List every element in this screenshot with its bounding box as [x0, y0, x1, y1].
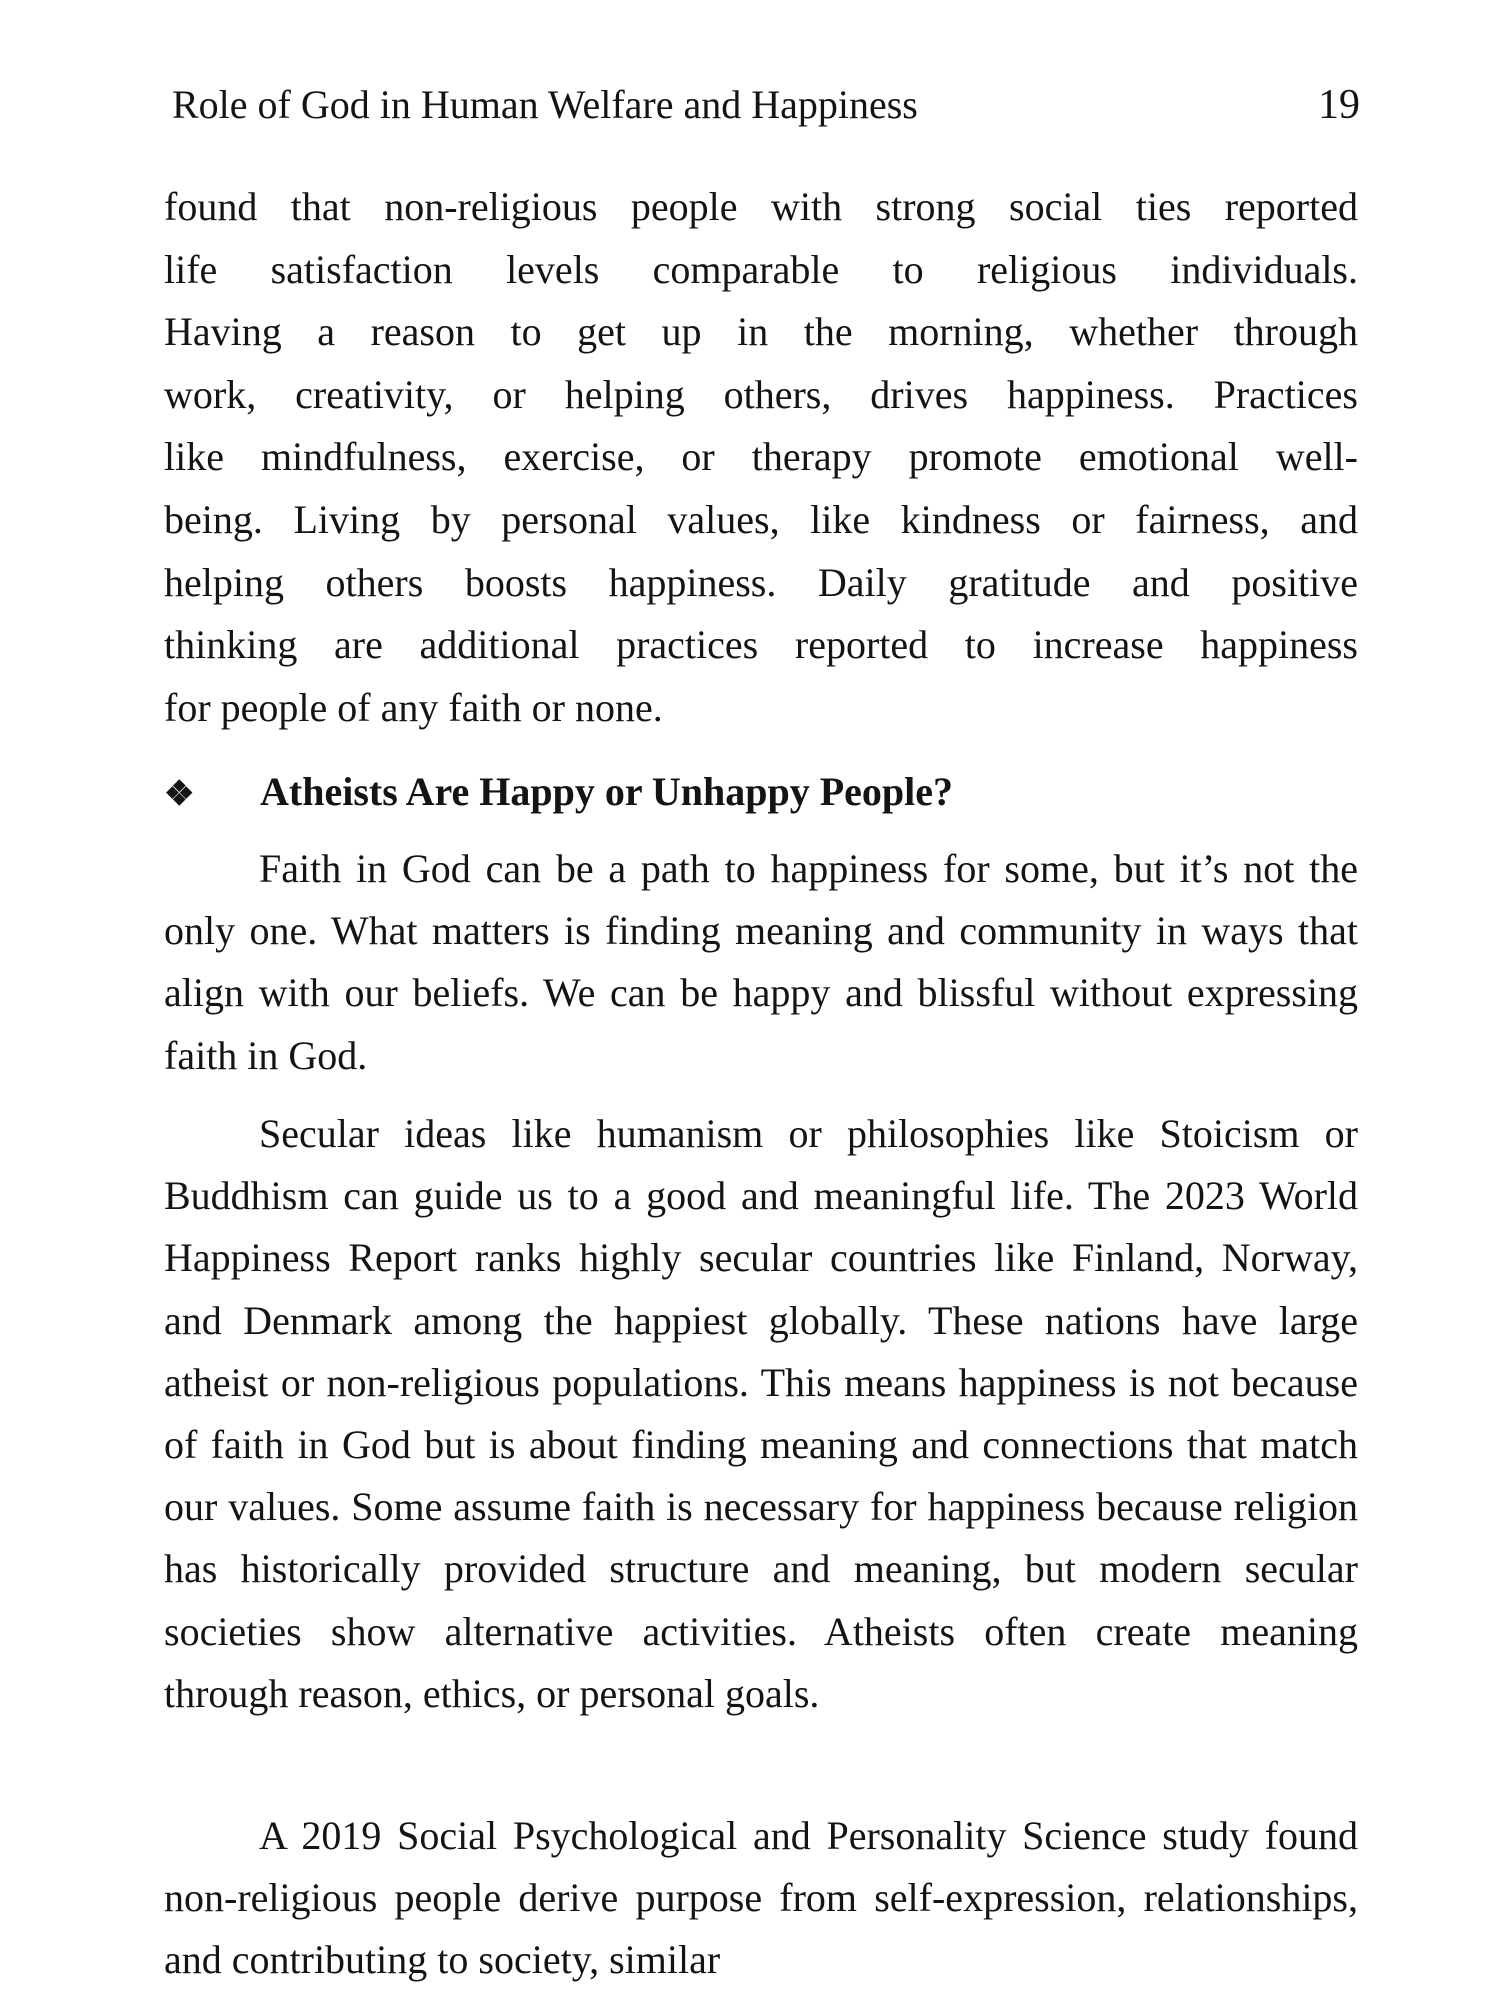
- paragraph-text: Faith in God can be a path to happiness for some, but it’s not the only one. What matters is finding meaning and community in ways that align with our beliefs. We can be happy and blissful without expressing faith in God.: [164, 846, 1358, 1078]
- text-line: for people of any faith or none.: [164, 684, 663, 730]
- text-line: being. Living by personal values, like kindness or fairness, and: [164, 496, 1358, 542]
- text-line: work, creativity, or helping others, drives happiness. Practices: [164, 371, 1358, 417]
- paragraph-text: Secular ideas like humanism or philosophies like Stoicism or Buddhism can guide us to a good and meaningful life. The 2023 World Happiness Report ranks highly secular countries like Finland, Norway, and Denmark among the happiest globally. These nations have large atheist or non-religious populations. This means happiness is not because of faith in God but is about finding meaning and connections that match our values. Some assume faith is necessary for happiness because religion has historically provided structure and meaning, but modern secular societies show alternative activities. Atheists often create meaning through reason, ethics, or personal goals.: [164, 1111, 1358, 1716]
- section-heading: [164, 762, 953, 822]
- intro-paragraph: [164, 176, 1358, 739]
- text-line: helping others boosts happiness. Daily gratitude and positive: [164, 559, 1358, 605]
- paragraph-study: [164, 1805, 1358, 1992]
- text-line: like mindfulness, exercise, or therapy promote emotional well-: [164, 434, 1358, 480]
- text-line: Having a reason to get up in the morning, whether through: [164, 309, 1358, 355]
- text-line: thinking are additional practices reported to increase happiness: [164, 622, 1358, 668]
- running-header: [172, 80, 1360, 130]
- page-number: 19: [1318, 82, 1360, 128]
- diamond-bullet-icon: ❖: [164, 776, 195, 813]
- text-line: life satisfaction levels comparable to religious individuals.: [164, 246, 1358, 292]
- paragraph-text: A 2019 Social Psychological and Personality Science study found non-religious people derive purpose from self-expression, relationships, and contributing to society, similar: [164, 1813, 1358, 1983]
- text-line: found that non-religious people with strong social ties reported: [164, 184, 1358, 229]
- running-title: Role of God in Human Welfare and Happiness: [172, 82, 918, 127]
- section-heading-text: Atheists Are Happy or Unhappy People?: [260, 769, 954, 814]
- paragraph-secular: [164, 1103, 1358, 1725]
- paragraph-faith: [164, 838, 1358, 1087]
